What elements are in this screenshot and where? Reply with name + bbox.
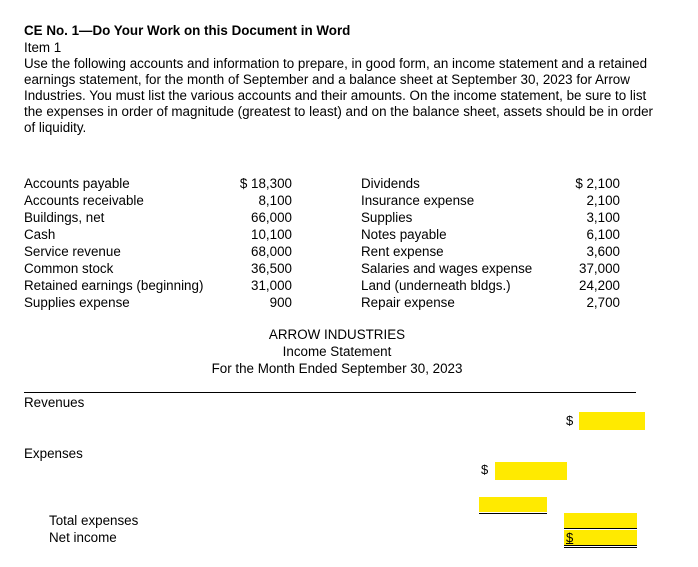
account-name: Retained earnings (beginning)	[24, 278, 204, 293]
account-row	[24, 260, 292, 277]
net-income-dollar-sign: $	[566, 530, 574, 545]
account-name: Notes payable	[361, 227, 447, 242]
account-name: Salaries and wages expense	[361, 261, 533, 276]
account-row	[24, 226, 292, 243]
account-row	[24, 209, 292, 226]
account-row	[361, 209, 620, 226]
account-name: Dividends	[361, 176, 420, 191]
account-name: Cash	[24, 227, 56, 242]
page-title: CE No. 1—Do Your Work on this Document in Word	[24, 23, 351, 38]
total-expenses-answer-field[interactable]	[564, 513, 637, 528]
revenue-answer-field[interactable]	[579, 412, 645, 430]
net-income-double-underline-1	[564, 545, 637, 546]
account-name: Accounts receivable	[24, 193, 144, 208]
account-name: Accounts payable	[24, 176, 130, 191]
account-row	[24, 175, 292, 192]
account-amount: 3,100	[586, 210, 620, 225]
statement-name: Income Statement	[282, 344, 392, 359]
account-amount: 10,100	[251, 227, 292, 242]
account-name: Supplies expense	[24, 295, 130, 310]
account-amount: 31,000	[251, 278, 292, 293]
total-expenses-label: Total expenses	[49, 513, 139, 528]
account-amount: $ 18,300	[239, 176, 292, 191]
account-amount: 68,000	[251, 244, 292, 259]
account-name: Repair expense	[361, 295, 455, 310]
account-amount: 8,100	[258, 193, 292, 208]
account-amount: 3,600	[586, 244, 620, 259]
account-name: Common stock	[24, 261, 114, 276]
account-row	[361, 226, 620, 243]
account-amount: 66,000	[251, 210, 292, 225]
account-row	[24, 294, 292, 311]
account-row	[24, 192, 292, 209]
expense-answer-field-1[interactable]	[495, 462, 567, 480]
account-amount: $ 2,100	[575, 176, 620, 191]
company-name: ARROW INDUSTRIES	[268, 327, 406, 342]
expense-underline	[479, 513, 547, 514]
expenses-label: Expenses	[24, 446, 83, 461]
accounts-left-list	[24, 175, 292, 311]
revenues-label: Revenues	[24, 395, 85, 410]
item-label: Item 1	[24, 40, 62, 55]
account-name: Land (underneath bldgs.)	[361, 278, 511, 293]
account-amount: 900	[269, 295, 292, 310]
account-amount: 37,000	[579, 261, 620, 276]
account-row	[361, 294, 620, 311]
instructions-paragraph: Use the following accounts and information to prepare, in good form, an income statement and a retained earnings statement, for the month of September and a balance sheet at September 30, 2023 for Arrow Industries. You must list the various accounts and their amounts. On the income statement, be sure to list the expenses in order of magnitude (greatest to least) and on the balance sheet, assets should be in order of liquidity.	[24, 56, 654, 135]
account-name: Rent expense	[361, 244, 444, 259]
heading-divider	[24, 392, 636, 393]
accounts-right-list	[361, 175, 620, 311]
net-income-double-underline-2	[564, 547, 637, 548]
net-income-label: Net income	[49, 530, 117, 545]
account-row	[361, 175, 620, 192]
account-amount: 24,200	[579, 278, 620, 293]
account-name: Insurance expense	[361, 193, 475, 208]
revenue-dollar-sign: $	[566, 413, 574, 428]
account-name: Supplies	[361, 210, 413, 225]
account-row	[361, 260, 620, 277]
account-row	[361, 277, 620, 294]
account-amount: 36,500	[251, 261, 292, 276]
expense-dollar-sign: $	[481, 462, 489, 477]
account-amount: 6,100	[586, 227, 620, 242]
account-amount: 2,100	[586, 193, 620, 208]
account-row	[24, 277, 292, 294]
net-income-answer-field[interactable]	[564, 530, 637, 545]
account-name: Service revenue	[24, 244, 121, 259]
total-expenses-underline	[564, 528, 637, 529]
account-amount: 2,700	[586, 295, 620, 310]
account-row	[361, 243, 620, 260]
account-name: Buildings, net	[24, 210, 105, 225]
expense-answer-field-last[interactable]	[479, 497, 547, 512]
statement-period: For the Month Ended September 30, 2023	[211, 361, 463, 376]
account-row	[361, 192, 620, 209]
account-row	[24, 243, 292, 260]
